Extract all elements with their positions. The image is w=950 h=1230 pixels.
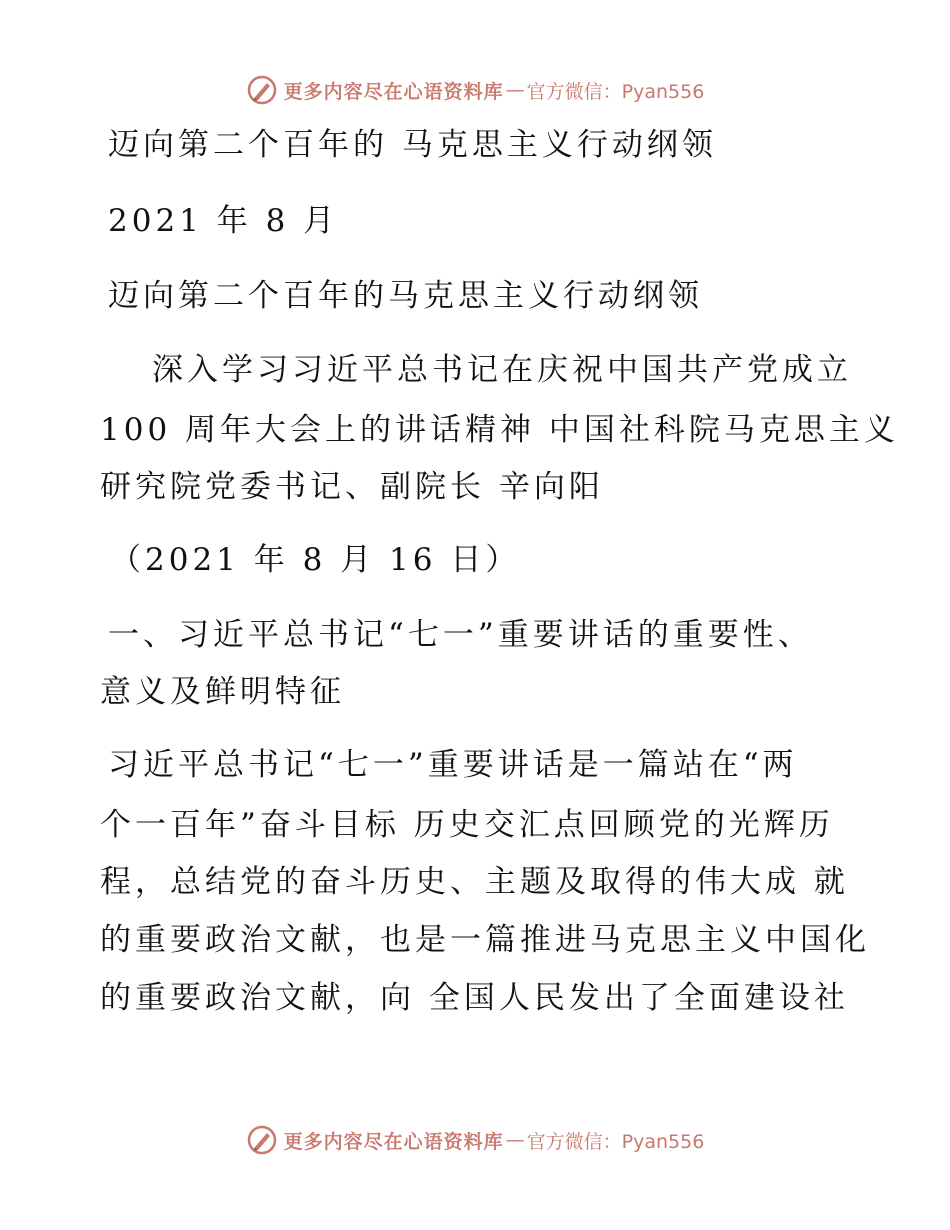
- pen-logo-icon: [246, 1124, 278, 1156]
- doc-date: 2021 年 8 月: [108, 203, 339, 239]
- doc-paragraph-line: 习近平总书记“七一”重要讲话是一篇站在“两: [108, 747, 798, 783]
- watermark-header: [0, 74, 950, 106]
- doc-paragraph-line: 个一百年”奋斗目标 历史交汇点回顾党的光辉历: [100, 807, 834, 843]
- doc-speech-date: （2021 年 8 月 16 日）: [110, 542, 521, 578]
- watermark-footer: [0, 1124, 950, 1156]
- watermark-contact: 官方微信：Pyan556: [526, 80, 705, 103]
- watermark-contact: 官方微信：Pyan556: [526, 1130, 705, 1153]
- doc-paragraph-line: 程，总结党的奋斗历史、主题及取得的伟大成 就: [100, 864, 849, 900]
- watermark-text: 更多内容尽在心语资料库: [283, 1130, 504, 1153]
- section-heading: 意义及鲜明特征: [100, 674, 345, 710]
- doc-paragraph-line: 的重要政治文献，向 全国人民发出了全面建设社: [100, 980, 849, 1016]
- doc-paragraph-line: 的重要政治文献，也是一篇推进马克思主义中国化: [100, 922, 870, 958]
- watermark-dash: —: [505, 79, 525, 101]
- doc-paragraph-line: 100 周年大会上的讲话精神 中国社科院马克思主义: [100, 412, 899, 448]
- watermark-dash: —: [505, 1129, 525, 1151]
- doc-paragraph-line: 研究院党委书记、副院长 辛向阳: [100, 469, 604, 505]
- doc-paragraph-line: 深入学习习近平总书记在庆祝中国共产党成立: [152, 352, 852, 388]
- doc-title: 迈向第二个百年的 马克思主义行动纲领: [108, 127, 717, 163]
- pen-logo-icon: [246, 74, 278, 106]
- doc-subtitle: 迈向第二个百年的马克思主义行动纲领: [108, 278, 703, 314]
- watermark-text: 更多内容尽在心语资料库: [283, 80, 504, 103]
- section-heading: 一、习近平总书记“七一”重要讲话的重要性、: [108, 617, 813, 653]
